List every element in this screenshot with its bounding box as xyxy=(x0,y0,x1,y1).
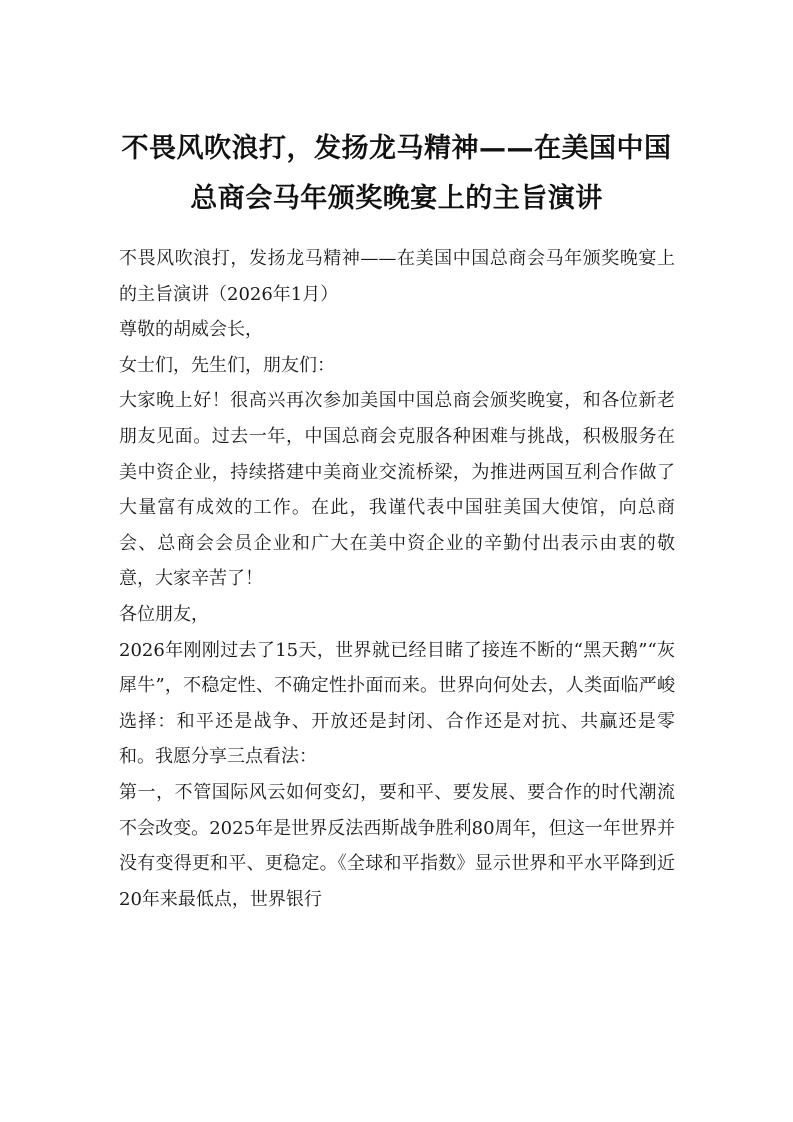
paragraph-point-one: 第一，不管国际风云如何变幻，要和平、要发展、要合作的时代潮流不会改变。2025年是世界反法西斯战争胜利80周年，但这一年世界并没有变得更和平、更稳定。《全球和平指数》显示世界和平水平降到近20年来最低点，世界银行 xyxy=(119,781,675,910)
paragraph-heading-repeat: 不畏风吹浪打，发扬龙马精神——在美国中国总商会马年颁奖晚宴上的主旨演讲（2026年1月） xyxy=(119,248,675,305)
document-title: 不畏风吹浪打，发扬龙马精神——在美国中国总商会马年颁奖晚宴上的主旨演讲 xyxy=(121,133,672,214)
paragraph-salutation-guests: 女士们，先生们，朋友们： xyxy=(119,354,335,376)
paragraph-address-friends: 各位朋友， xyxy=(119,603,209,625)
paragraph-salutation-host: 尊敬的胡威会长， xyxy=(119,319,263,341)
paragraph-world-situation: 2026年刚刚过去了15天，世界就已经目睹了接连不断的“黑天鹅”“灰犀牛”，不稳定性、不确定性扑面而来。世界向何处去，人类面临严峻选择：和平还是战争、开放还是封闭、合作还是对抗、共赢还是零和。我愿分享三点看法： xyxy=(119,639,675,768)
document-body xyxy=(119,241,675,917)
paragraph-greeting: 大家晚上好！很高兴再次参加美国中国总商会颁奖晚宴，和各位新老朋友见面。过去一年，中国总商会克服各种困难与挑战，积极服务在美中资企业，持续搭建中美商业交流桥梁，为推进两国互利合作做了大量富有成效的工作。在此，我谨代表中国驻美国大使馆，向总商会、总商会会员企业和广大在美中资企业的辛勤付出表示由衷的敬意，大家辛苦了！ xyxy=(119,390,675,590)
